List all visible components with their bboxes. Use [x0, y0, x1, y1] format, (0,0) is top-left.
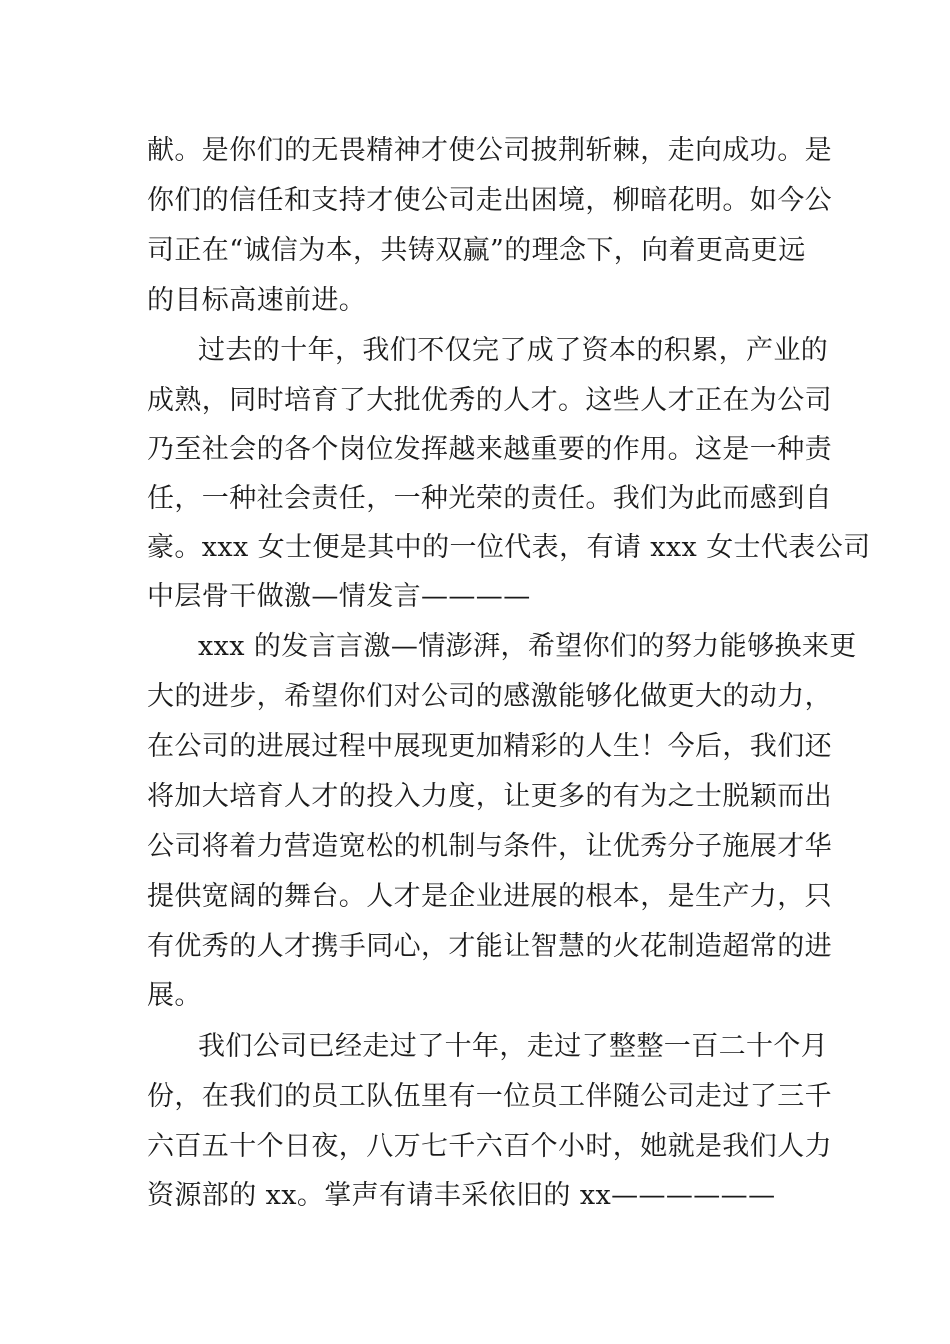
- paragraph-first-line: xxx 的发言言激—情澎湃，希望你们的努力能够换来更: [198, 631, 857, 662]
- text-line: 的目标高速前进。: [147, 285, 367, 316]
- text-line: 中层骨干做激—情发言————: [147, 581, 531, 612]
- text-line: 大的进步，希望你们对公司的感激能够化做更大的动力，: [147, 681, 832, 712]
- text-line: 将加大培育人才的投入力度，让更多的有为之士脱颖而出: [147, 781, 832, 812]
- paragraph-first-line: 我们公司已经走过了十年，走过了整整一百二十个月: [198, 1031, 829, 1062]
- text-line: 司正在“诚信为本，共铸双赢”的理念下，向着更高更远: [147, 235, 806, 266]
- text-line: 乃至社会的各个岗位发挥越来越重要的作用。这是一种责: [147, 434, 832, 465]
- text-line: 成熟，同时培育了大批优秀的人才。这些人才正在为公司: [147, 385, 832, 416]
- text-line: 献。是你们的无畏精神才使公司披荆斩棘，走向成功。是: [147, 135, 832, 166]
- text-line: 豪。xxx 女士便是其中的一位代表，有请 xxx 女士代表公司: [147, 532, 871, 563]
- text-line: 有优秀的人才携手同心，才能让智慧的火花制造超常的进: [147, 931, 832, 962]
- paragraph-first-line: 过去的十年，我们不仅完了成了资本的积累，产业的: [198, 335, 829, 366]
- text-line: 公司将着力营造宽松的机制与条件，让优秀分子施展才华: [147, 831, 832, 862]
- text-line: 展。: [147, 980, 202, 1011]
- text-line: 提供宽阔的舞台。人才是企业进展的根本，是生产力，只: [147, 881, 832, 912]
- text-line: 资源部的 xx。掌声有请丰采依旧的 xx——————: [147, 1180, 776, 1211]
- text-line: 六百五十个日夜，八万七千六百个小时，她就是我们人力: [147, 1131, 832, 1162]
- text-line: 你们的信任和支持才使公司走出困境，柳暗花明。如今公: [147, 185, 832, 216]
- text-line: 份，在我们的员工队伍里有一位员工伴随公司走过了三千: [147, 1081, 832, 1112]
- text-line: 任，一种社会责任，一种光荣的责任。我们为此而感到自: [147, 483, 832, 514]
- text-line: 在公司的进展过程中展现更加精彩的人生！今后，我们还: [147, 731, 832, 762]
